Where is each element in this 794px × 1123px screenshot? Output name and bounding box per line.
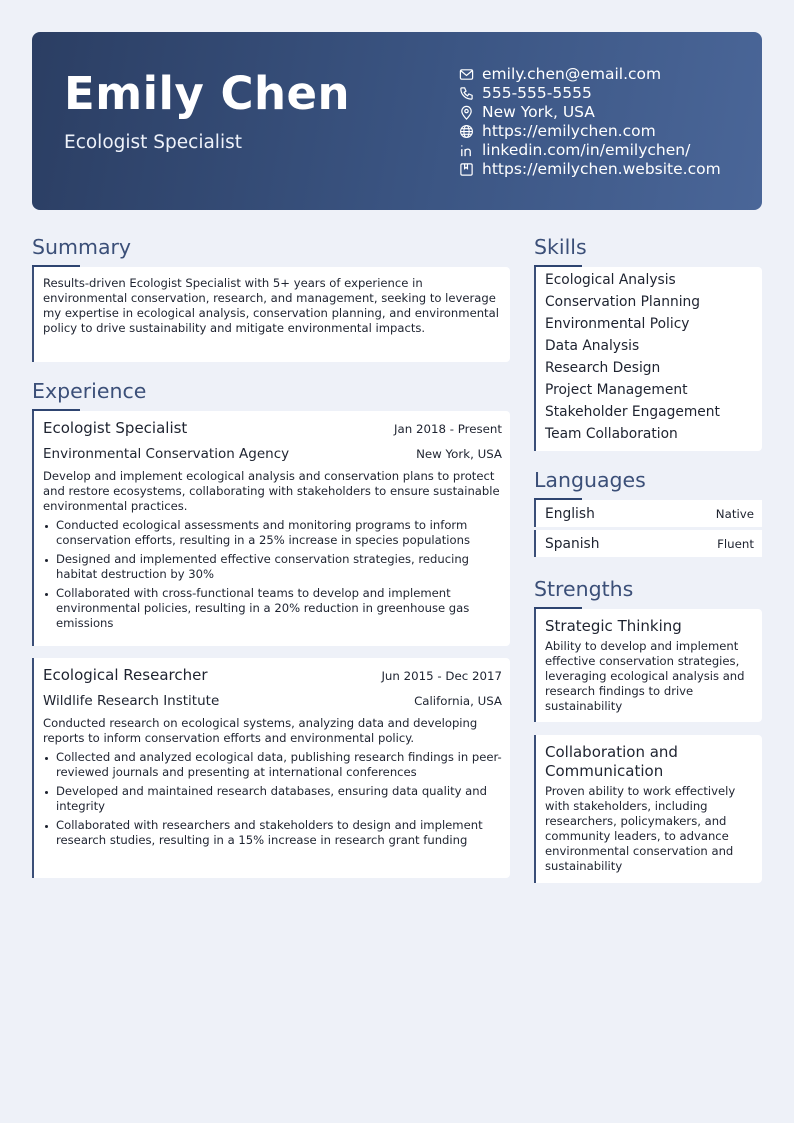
strength-card (534, 735, 762, 883)
skill-item: Research Design (545, 360, 661, 376)
job-title: Ecologist Specialist (43, 419, 188, 437)
summary-heading: Summary (32, 235, 132, 259)
bookmark-icon (458, 162, 474, 178)
contact-website[interactable] (458, 122, 721, 141)
contact-website-text: https://emilychen.com (482, 122, 656, 140)
job-location: California, USA (414, 694, 502, 708)
summary-text: Results-driven Ecologist Specialist with 5+ years of experience in environmental conservation, research, and management, seeking to leverage my expertise in ecological analysis, conservation planning, and environmental policy to drive sustainability and mitigate environmental impacts. (43, 276, 499, 335)
contact-linkedin[interactable] (458, 141, 721, 160)
experience-heading: Experience (32, 379, 147, 403)
strength-card (534, 609, 762, 722)
skill-item: Ecological Analysis (545, 272, 676, 288)
skill-item: Project Management (545, 382, 688, 398)
globe-icon (458, 124, 474, 140)
phone-icon (458, 86, 474, 102)
summary-card (32, 267, 510, 362)
contact-portfolio[interactable] (458, 160, 721, 179)
job-dates: Jan 2018 - Present (394, 422, 502, 436)
resume-header (32, 32, 762, 210)
job-location: New York, USA (416, 447, 502, 461)
location-pin-icon (458, 105, 474, 121)
job-card (32, 411, 510, 646)
job-card (32, 658, 510, 878)
person-name: Emily Chen (64, 67, 351, 120)
job-organization: Environmental Conservation Agency (43, 446, 290, 462)
skill-item: Stakeholder Engagement (545, 404, 720, 420)
strength-title: Collaboration and Communication (545, 743, 678, 780)
contact-portfolio-text: https://emilychen.website.com (482, 160, 721, 178)
job-achievements (43, 518, 502, 631)
achievement-item: Collaborated with researchers and stakeholders to design and implement research studies, resulting in a 15% increase in research grant funding (43, 818, 502, 848)
achievement-item: Collected and analyzed ecological data, publishing research findings in peer-reviewed journals and presenting at international conferences (43, 750, 502, 780)
contact-location (458, 103, 721, 122)
strength-description: Ability to develop and implement effective conservation strategies, leveraging ecological analysis and research findings to drive sustainability (545, 639, 745, 713)
skill-item: Data Analysis (545, 338, 640, 354)
linkedin-icon (458, 143, 474, 159)
job-description: Develop and implement ecological analysis and conservation plans to protect and restore ecosystems, collaborating with stakeholders to ensure sustainable environmental practices. (43, 469, 500, 513)
contact-phone[interactable] (458, 84, 721, 103)
job-achievements (43, 750, 502, 848)
skill-item: Conservation Planning (545, 294, 701, 310)
achievement-item: Collaborated with cross-functional teams to develop and implement environmental policies, resulting in a 20% reduction in greenhouse gas emissions (43, 586, 502, 631)
language-name: English (545, 505, 595, 522)
achievement-item: Developed and maintained research databases, ensuring data quality and integrity (43, 784, 502, 814)
contact-list (458, 65, 721, 179)
job-description: Conducted research on ecological systems, analyzing data and developing reports to inform conservation efforts and environmental policy. (43, 716, 478, 745)
skills-card (534, 267, 762, 451)
language-level: Native (715, 506, 754, 521)
contact-location-text: New York, USA (482, 103, 595, 121)
skills-heading: Skills (534, 235, 587, 259)
job-dates: Jun 2015 - Dec 2017 (381, 669, 502, 683)
job-role: Ecologist Specialist (64, 132, 242, 153)
job-title: Ecological Researcher (43, 666, 208, 684)
language-item (534, 530, 762, 557)
language-item (534, 500, 762, 527)
contact-linkedin-text: linkedin.com/in/emilychen/ (482, 141, 691, 159)
skill-item: Team Collaboration (545, 426, 678, 442)
contact-email[interactable] (458, 65, 721, 84)
skill-item: Environmental Policy (545, 316, 690, 332)
language-name: Spanish (545, 535, 600, 552)
contact-phone-text: 555-555-5555 (482, 84, 592, 102)
job-organization: Wildlife Research Institute (43, 693, 220, 709)
strengths-heading: Strengths (534, 577, 634, 601)
achievement-item: Designed and implemented effective conservation strategies, reducing habitat destruction by 30% (43, 552, 502, 582)
strength-title: Strategic Thinking (545, 617, 682, 635)
languages-heading: Languages (534, 468, 646, 492)
achievement-item: Conducted ecological assessments and monitoring programs to inform conservation efforts, resulting in a 25% increase in species populations (43, 518, 502, 548)
contact-email-text: emily.chen@email.com (482, 65, 662, 83)
strength-description: Proven ability to work effectively with stakeholders, including researchers, policymakers, and community leaders, to advance environmental conservation and sustainability (545, 784, 736, 873)
language-level: Fluent (717, 536, 754, 551)
mail-icon (458, 67, 474, 83)
